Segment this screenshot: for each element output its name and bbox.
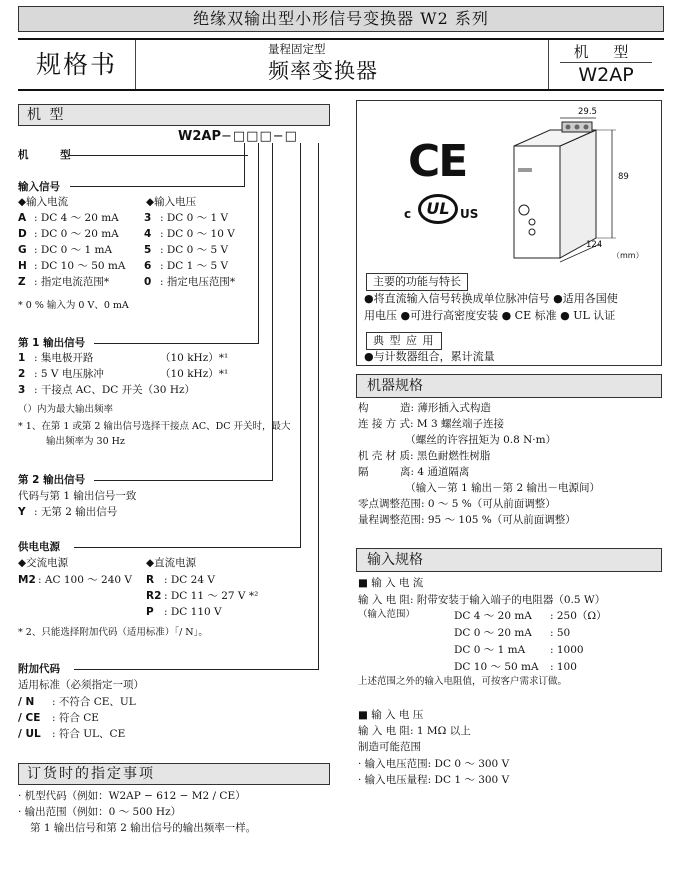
model-leader [68, 155, 248, 156]
out2-title: 第 2 输出信号 [18, 474, 86, 486]
tree-line-power [300, 143, 301, 547]
ul-logo: UL [418, 194, 458, 224]
extra-line1: 适用标准（必须指定一项） [18, 679, 144, 691]
list-item: （螺丝的许容扭矩为 0.8 N·m） [358, 434, 557, 446]
ce-logo: CE [408, 136, 467, 187]
section-input-spec: 输入规格 [356, 548, 662, 572]
dim-width: 29.5 [578, 107, 597, 117]
list-item: 2 : 5 V 电压脉冲 （10 kHz）*¹ [18, 368, 229, 380]
application-line: ●与计数器组合，累计流量 [364, 350, 495, 363]
features-line1: ●将直流输入信号转换成单位脉冲信号 ●适用各国使 [364, 292, 618, 305]
list-item: 1 : 集电极开路 （10 kHz）*¹ [18, 352, 229, 364]
dim-height: 89 [618, 172, 629, 182]
list-item: 构 造: 薄形插入式构造 [358, 402, 491, 414]
section-order: 订货时的指定事项 [18, 763, 330, 785]
tree-h-input [70, 186, 245, 187]
order-line3: 第 1 输出信号和第 2 输出信号的输出频率一样。 [30, 822, 257, 834]
list-item: 连 接 方 式: M 3 螺丝端子连接 [358, 418, 504, 430]
list-item: P : DC 110 V [146, 606, 222, 618]
out1-note1: （）内为最大输出频率 [18, 404, 114, 415]
input-v-resist: 输 入 电 阻: 1 MΩ 以上 [358, 725, 471, 737]
order-line1: · 机型代码（例如：W2AP − 612 − M2 / CE） [18, 790, 246, 802]
tree-h-out1 [94, 343, 259, 344]
input-voltage-head: ■ 输 入 电 压 [358, 709, 424, 721]
input-resist-note: 上述范围之外的输入电阻值，可按客户需求订做。 [358, 676, 568, 687]
list-item: 零点调整范围: 0 ～ 5 %（可从前面调整） [358, 498, 556, 510]
input-voltage-head: ◆输入电压 [146, 196, 197, 208]
power-ac-head: ◆交流电源 [18, 557, 69, 569]
list-item: 机 壳 材 质: 黑色耐燃性树脂 [358, 450, 491, 462]
section-model: 机 型 [18, 104, 330, 126]
tree-h-power [74, 547, 301, 548]
ul-c-mark: c [404, 207, 412, 221]
list-item: 隔 离: 4 通道隔离 [358, 466, 470, 478]
spec-title: 规格书 [18, 40, 136, 89]
model-code: W2AP−□□□−□ [178, 129, 298, 144]
subtitle-small: 量程固定型 [268, 42, 326, 56]
out1-list [18, 351, 318, 399]
list-item: Z : 指定电流范围* 0 : 指定电压范围* [18, 276, 236, 288]
list-item: R2 : DC 11 ～ 27 V *² [146, 590, 259, 602]
extra-list [18, 695, 218, 743]
model-row-label: 机 型 [18, 149, 85, 161]
power-dc-list [146, 573, 306, 621]
input-note: * 0 % 输入为 0 V、0 mA [18, 300, 129, 311]
section-spec: 机器规格 [356, 374, 662, 398]
list-item: D : DC 0 ～ 20 mA 4 : DC 0 ～ 10 V [18, 228, 235, 240]
features-line2: 用电压 ●可进行高密度安装 ● CE 标准 ● UL 认证 [364, 309, 616, 322]
tree-line-extra [318, 143, 319, 669]
model-value: W2AP [578, 64, 634, 86]
ul-us-mark: US [460, 207, 479, 221]
input-v-range2: · 输入电压量程: DC 1 ～ 300 V [358, 774, 510, 786]
table-row: DC 0 ～ 1 mA : 1000 [454, 644, 584, 656]
out2-row: Y : 无第 2 输出信号 [18, 506, 118, 518]
input-current-head: ■ 输 入 电 流 [358, 577, 424, 589]
table-row: DC 10 ～ 50 mA : 100 [454, 661, 577, 673]
model-label: 机 型 [573, 43, 639, 61]
order-line2: · 输出范围（例如：0 ～ 500 Hz） [18, 806, 182, 818]
out1-note2a: * 1、在第 1 或第 2 输出信号选择干接点 AC、DC 开关时，最大 [18, 421, 291, 432]
input-title: 输入信号 [18, 181, 60, 193]
power-dc-head: ◆直流电源 [146, 557, 197, 569]
list-item: A : DC 4 ～ 20 mA 3 : DC 0 ～ 1 V [18, 212, 229, 224]
tree-h-extra [74, 669, 319, 670]
features-tag: 主要的功能与特长 [366, 273, 468, 291]
list-item: / N : 不符合 CE、UL [18, 696, 136, 708]
device-drawing [500, 108, 660, 268]
tree-h-out2 [94, 480, 273, 481]
power-title: 供电电源 [18, 541, 60, 553]
table-row: DC 4 ～ 20 mA : 250（Ω） [454, 610, 607, 622]
tree-line-input [244, 143, 245, 186]
extra-title: 附加代码 [18, 663, 60, 675]
input-v-range1: · 输入电压范围: DC 0 ～ 300 V [358, 758, 510, 770]
input-range-label: （输入范围） [358, 609, 416, 620]
input-resist-line: 输 入 电 阻: 附带安装于输入端子的电阻器（0.5 W） [358, 594, 606, 606]
power-note: * 2、只能选择附加代码（适用标准）「/ N」。 [18, 627, 208, 638]
input-current-head: ◆输入电流 [18, 196, 69, 208]
input-v-range-title: 制造可能范围 [358, 741, 421, 753]
out2-line1: 代码与第 1 输出信号一致 [18, 490, 137, 502]
dim-depth: 124 [586, 240, 603, 250]
table-row: DC 0 ～ 20 mA : 50 [454, 627, 571, 639]
out1-title: 第 1 输出信号 [18, 337, 86, 349]
list-item: / CE : 符合 CE [18, 712, 99, 724]
input-list [18, 211, 318, 291]
power-ac-row: M2 : AC 100 ～ 240 V [18, 574, 133, 586]
series-title: 绝缘双输出型小形信号变换器 W2 系列 [18, 6, 664, 32]
list-item: R : DC 24 V [146, 574, 215, 586]
list-item: 3 : 干接点 AC、DC 开关（30 Hz） [18, 384, 196, 396]
dim-unit: （mm） [612, 251, 644, 260]
list-item: / UL : 符合 UL、CE [18, 728, 126, 740]
application-tag: 典 型 应 用 [366, 332, 442, 350]
out1-note2b: 输出频率为 30 Hz [46, 436, 125, 447]
input-resist-table [454, 609, 654, 677]
spec-list [358, 401, 662, 529]
list-item: G : DC 0 ～ 1 mA 5 : DC 0 ～ 5 V [18, 244, 229, 256]
subtitle-large: 频率变换器 [268, 59, 378, 83]
list-item: H : DC 10 ～ 50 mA 6 : DC 1 ～ 5 V [18, 260, 229, 272]
list-item: 量程调整范围: 95 ～ 105 %（可从前面调整） [358, 514, 576, 526]
list-item: （输入－第 1 输出－第 2 输出－电源间） [358, 482, 600, 494]
